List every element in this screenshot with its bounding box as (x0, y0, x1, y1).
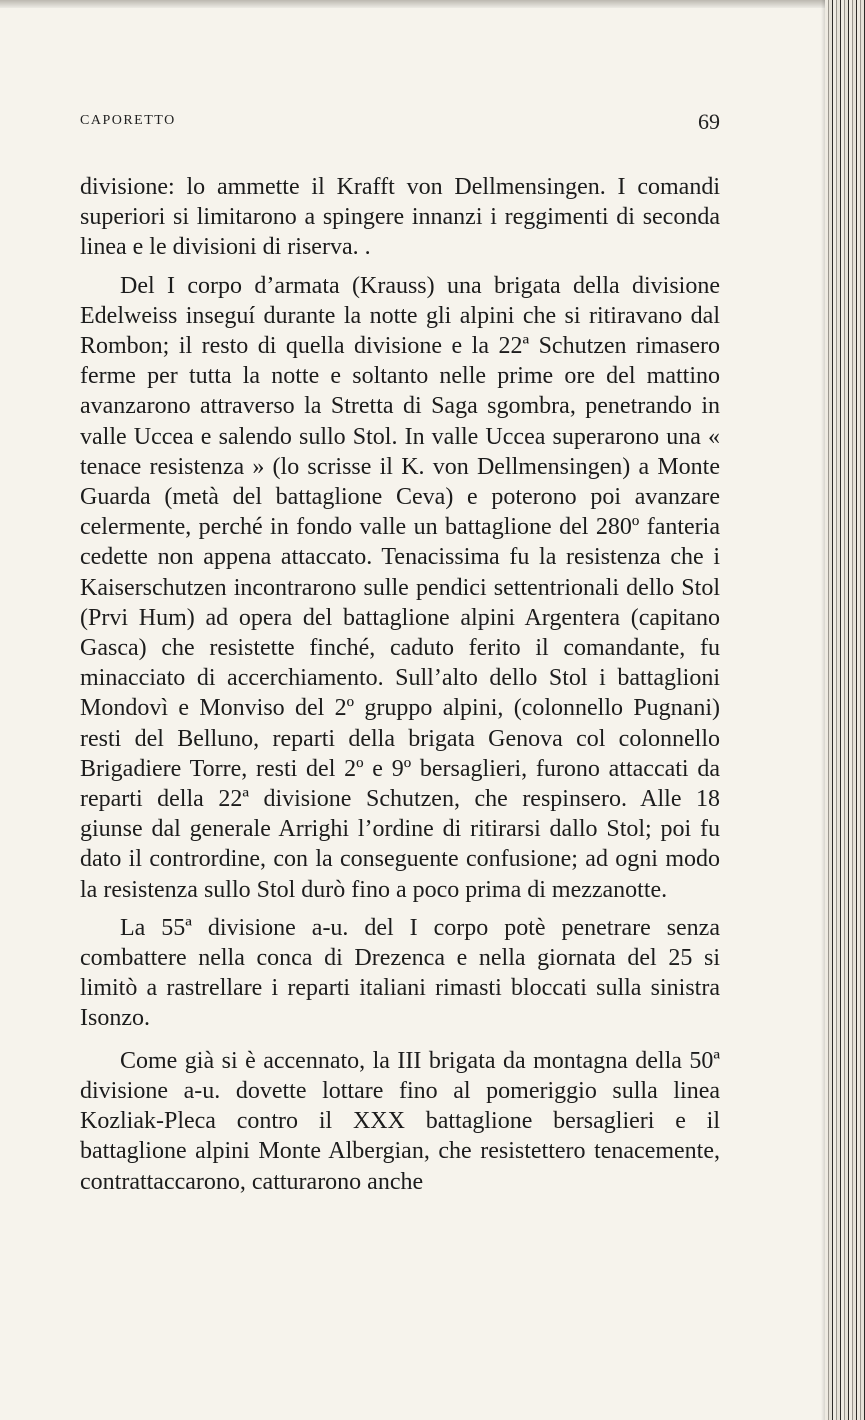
page-top-edge (0, 0, 865, 8)
paragraph: Del I corpo d’armata (Krauss) una brigata della divisione Edelweiss inseguí durante la notte gli alpini che si ritiravano dal Rombon; il resto di quella divisione e la 22ª Schutzen rimasero ferme per tutta la notte e soltanto nelle prime ore del mattino avanzarono attraverso la Stretta di Saga sgombra, penetrando in valle Uccea e salendo sullo Stol. In valle Uccea superarono una « tenace resistenza » (lo scrisse il K. von Dellmensingen) a Monte Guarda (metà del battaglione Ceva) e poterono poi avanzare celermente, perché in fondo valle un battaglione del 280º fanteria cedette non appena attaccato. Tenacissima fu la resistenza che i Kaiserschutzen incontrarono sulle pendici settentrionali dello Stol (Prvi Hum) ad opera del battaglione alpini Argentera (capitano Gasca) che resistette finché, caduto ferito il comandante, fu minacciato di accerchiamento. Sull’alto dello Stol i battaglioni Mondovì e Monviso del 2º gruppo alpini, (colonnello Pugnani) resti del Belluno, reparti della brigata Genova col colonnello Brigadiere Torre, resti del 2º e 9º bersaglieri, furono attaccati da reparti della 22ª divisione Schutzen, che respinsero. Alle 18 giunse dal generale Arrighi l’ordine di ritirarsi dallo Stol; poi fu dato il contrordine, con la conseguente confusione; ad ogni modo la resistenza sullo Stol durò fino a poco prima di mezzanotte. (80, 272, 720, 903)
paragraph: Come già si è accennato, la III brigata da montagna della 50ª divisione a-u. dovette lottare fino al pomeriggio sulla linea Kozliak-Pleca contro il XXX battaglione bersaglieri e il battaglione alpini Monte Albergian, che resistettero tenacemente, contrattaccarono, catturarono anche (80, 1047, 720, 1195)
page-number: 69 (698, 109, 720, 134)
paragraph: La 55ª divisione a-u. del I corpo potè penetrare senza combattere nella conca di Drezenca e nella giornata del 25 si limitò a rastrellare i reparti italiani rimasti bloccati sulla sinistra Isonzo. (80, 914, 720, 1032)
paragraph: divisione: lo ammette il Krafft von Dellmensingen. I comandi superiori si limitarono a spingere innanzi i reggimenti di seconda linea e le divisioni di riserva. . (80, 174, 720, 261)
book-page-edges (825, 0, 865, 1420)
running-head (80, 109, 720, 139)
body-text (80, 172, 720, 1197)
running-title: CAPORETTO (80, 113, 176, 128)
